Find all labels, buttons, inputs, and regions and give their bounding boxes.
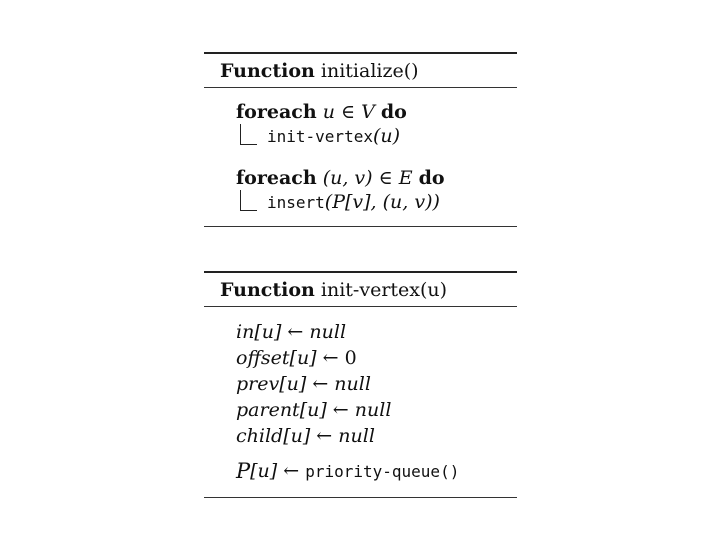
bottom-rule [204,497,517,498]
assignment-line [236,345,517,371]
assigned-value: 0 [344,347,357,369]
loop-set: V [361,101,375,123]
algorithm-initialize [204,52,517,227]
function-body [204,307,517,497]
field-name: in [236,321,255,343]
bottom-rule [204,226,517,227]
call-name: init-vertex [267,126,373,146]
field-name: parent [236,399,300,421]
assign-arrow: ← [281,321,310,343]
field-index: [u] [250,460,278,482]
function-keyword: Function [220,59,315,82]
function-keyword: Function [220,278,315,301]
algorithm-init-vertex [204,271,517,498]
assigned-value: priority-queue() [305,461,460,481]
function-name: init-vertex(u) [320,278,448,301]
foreach-line [236,166,517,190]
assigned-value: null [334,373,371,395]
field-index: [u] [289,347,317,369]
field-index: [u] [283,425,311,447]
field-index: [u] [279,373,307,395]
call-args: (u) [372,125,401,147]
call-name: insert [267,192,325,212]
do-keyword: do [380,101,407,123]
element-of-symbol: ∈ [334,101,362,123]
assignment-line [236,423,517,449]
foreach-keyword: foreach [236,167,317,189]
assignment-line [236,457,517,485]
assign-arrow: ← [277,460,306,482]
field-name: offset [236,347,290,369]
field-name: P [236,459,251,483]
assignment-line [236,319,517,345]
assign-arrow: ← [326,399,355,421]
block-corner-icon [240,124,257,145]
assigned-value: null [338,425,375,447]
element-of-symbol: ∈ [372,167,399,189]
assign-arrow: ← [310,425,339,447]
loop-body [236,124,517,148]
function-body [204,88,517,226]
function-header [204,273,517,306]
assign-arrow: ← [316,347,345,369]
assigned-value: null [309,321,347,343]
loop-variable: (u, v) [322,167,373,189]
function-header [204,54,517,87]
call-args: (P[v], (u, v)) [324,191,440,213]
foreach-keyword: foreach [236,101,317,123]
loop-set: E [398,167,413,189]
loop-variable: u [322,101,335,123]
assignment-line [236,397,517,423]
field-name: prev [236,373,280,395]
loop-body [236,190,517,214]
field-index: [u] [299,399,327,421]
do-keyword: do [418,167,445,189]
function-name: initialize() [320,59,419,82]
foreach-line [236,100,517,124]
assign-arrow: ← [306,373,335,395]
field-name: child [236,425,284,447]
assigned-value: null [354,399,392,421]
assignment-line [236,371,517,397]
field-index: [u] [254,321,282,343]
block-corner-icon [240,190,257,211]
